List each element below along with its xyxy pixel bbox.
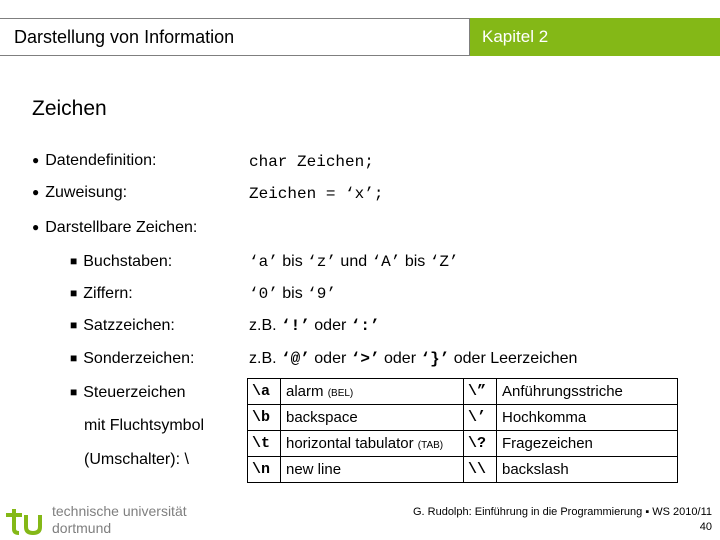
escape-code: \? — [464, 431, 497, 457]
section-title: Zeichen — [32, 97, 107, 120]
definition-code: char Zeichen; — [249, 153, 374, 171]
escape-code: \’ — [464, 405, 497, 431]
chapter-banner — [470, 18, 720, 56]
escape-desc: backslash — [497, 457, 678, 483]
slide-title: Darstellung von Information — [14, 26, 235, 47]
definition-label: ● Datendefinition: — [32, 152, 156, 170]
control-line2: mit Fluchtsymbol — [84, 417, 205, 434]
escape-desc: Hochkomma — [497, 405, 678, 431]
escape-desc: horizontal tabulator (TAB) — [281, 431, 464, 457]
table-row — [248, 431, 678, 457]
punctuation-label: ■ Satzzeichen: — [70, 317, 175, 335]
escape-desc: Fragezeichen — [497, 431, 678, 457]
control-label: ■ Steuerzeichen — [70, 384, 186, 402]
assignment-code: Zeichen = ‘x’; — [249, 185, 384, 203]
escape-code: \a — [248, 379, 281, 405]
control-line3: (Umschalter): \ — [84, 451, 189, 468]
slide-header — [0, 18, 470, 56]
slide-footer — [413, 505, 712, 535]
university-name: technische universität dortmund — [52, 503, 187, 536]
citation: G. Rudolph: Einführung in die Programmierung ▪ WS 2010/11 — [412, 506, 712, 518]
escape-desc: Anführungsstriche — [497, 379, 678, 405]
escape-desc: new line — [281, 457, 464, 483]
printable-heading: ● Darstellbare Zeichen: — [32, 219, 197, 237]
letters-label: ■ Buchstaben: — [70, 253, 172, 271]
escape-code: \t — [248, 431, 281, 457]
table-row — [248, 405, 678, 431]
escape-desc: alarm (BEL) — [281, 379, 464, 405]
special-label: ■ Sonderzeichen: — [70, 350, 194, 368]
letters-range: ‘a’ bis ‘z’ und ‘A’ bis ‘Z’ — [249, 253, 459, 271]
escape-code: \b — [248, 405, 281, 431]
escape-code: \n — [248, 457, 281, 483]
special-examples: z.B. ‘@’ oder ‘>’ oder ‘}’ oder Leerzeichen — [249, 350, 578, 368]
punctuation-examples: z.B. ‘!’ oder ‘:’ — [249, 317, 380, 335]
assignment-label: ● Zuweisung: — [32, 184, 127, 202]
university-logo — [4, 505, 44, 537]
digits-label: ■ Ziffern: — [70, 285, 133, 303]
escape-code: \\ — [464, 457, 497, 483]
escape-code: \” — [464, 379, 497, 405]
table-row — [248, 379, 678, 405]
table-row — [248, 457, 678, 483]
escape-table — [247, 378, 678, 483]
escape-desc: backspace — [281, 405, 464, 431]
digits-range: ‘0’ bis ‘9’ — [249, 285, 336, 303]
chapter-label: Kapitel 2 — [482, 27, 549, 46]
page-number: 40 — [699, 521, 712, 533]
